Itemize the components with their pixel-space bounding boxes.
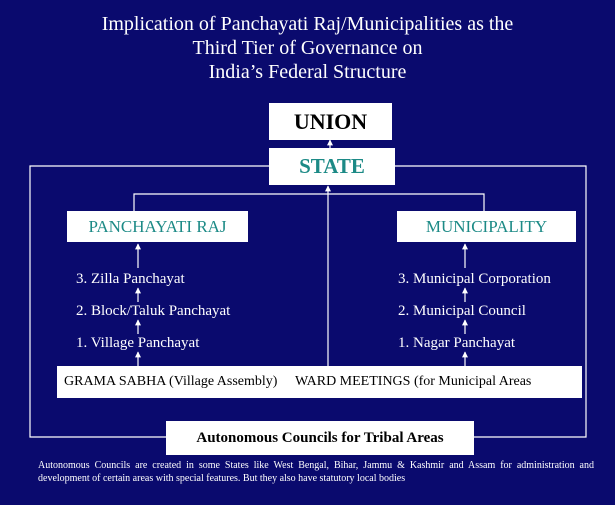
mun-level-1: 1. Nagar Panchayat	[398, 335, 516, 351]
title-line-2: Third Tier of Governance on	[192, 37, 423, 59]
footnote: Autonomous Councils are created in some States like West Bengal, Bihar, Jammu & Kashmir and Assam for administration and development of certain areas with special features. But they also have statutory local bodies	[38, 460, 594, 484]
pr-level-2: 2. Block/Taluk Panchayat	[76, 303, 231, 319]
state-box: STATE	[269, 148, 395, 185]
autonomous-councils-box: Autonomous Councils for Tribal Areas	[166, 421, 474, 455]
mun-level-3: 3. Municipal Corporation	[398, 271, 551, 287]
pr-level-3: 3. Zilla Panchayat	[76, 271, 185, 287]
title-line-1: Implication of Panchayati Raj/Municipalities as the	[101, 13, 514, 35]
branch-connector	[134, 194, 484, 211]
mun-level-2: 2. Municipal Council	[398, 303, 526, 319]
union-box: UNION	[269, 103, 392, 140]
title-line-3: India’s Federal Structure	[208, 61, 407, 83]
municipality-box: MUNICIPALITY	[397, 211, 576, 242]
panchayati-raj-box: PANCHAYATI RAJ	[67, 211, 248, 242]
pr-level-1: 1. Village Panchayat	[76, 335, 200, 351]
grama-sabha-label: GRAMA SABHA (Village Assembly)	[64, 374, 278, 389]
grama-sabha-box	[57, 366, 582, 398]
ward-meetings-label: WARD MEETINGS (for Municipal Areas	[294, 374, 532, 389]
